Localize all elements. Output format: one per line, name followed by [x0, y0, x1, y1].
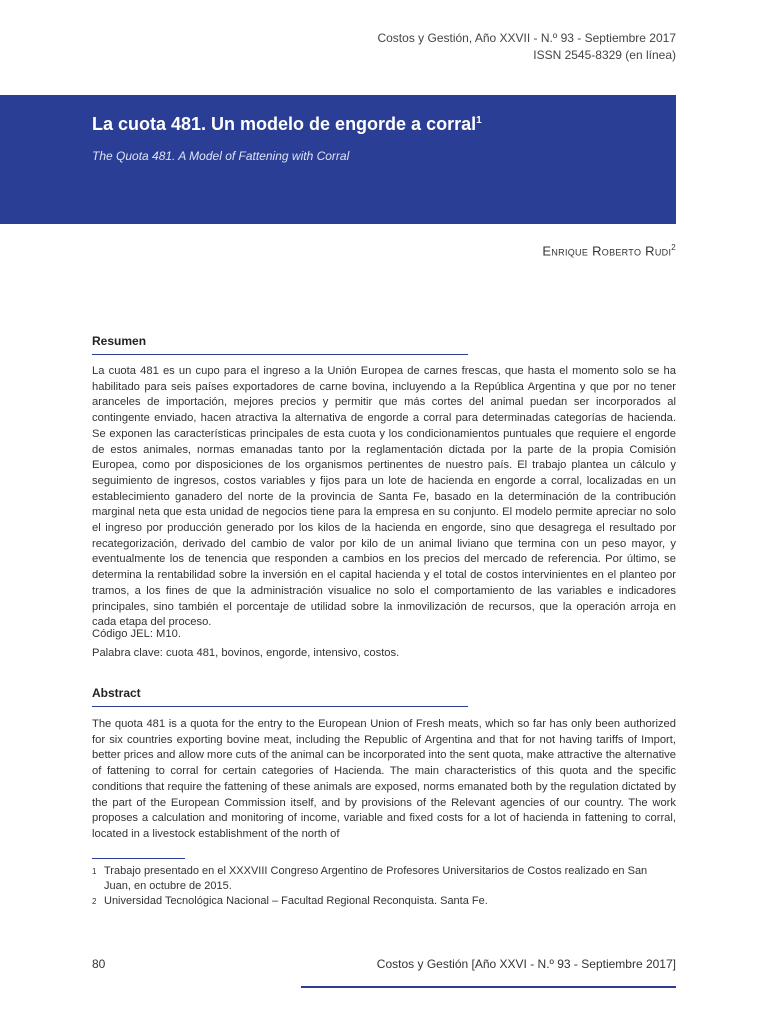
- footnote-2: 2 Universidad Tecnológica Nacional – Facultad Regional Reconquista. Santa Fe.: [92, 895, 488, 907]
- resumen-rule: [92, 354, 468, 355]
- running-header: [377, 30, 676, 64]
- resumen-heading: Resumen: [92, 334, 147, 348]
- keywords: Palabra clave: cuota 481, bovinos, engorde, intensivo, costos.: [92, 647, 400, 659]
- author-footnote-ref: 2: [671, 243, 676, 252]
- journal-issue: Costos y Gestión, Año XXVII - N.º 93 - Septiembre 2017: [377, 31, 676, 45]
- abstract-text: The quota 481 is a quota for the entry to the European Union of Fresh meats, which so far has only been authorized for six countries exporting bovine meat, including the Republic of Argentina and that for not having tariffs of Import, better prices and allow more cuts of the animal can be incorporated into the sent quota, make attractive the alternative of fattening to corral for certain categories of Hacienda. The main characteristics of this quota and the specific conditions that require the fattening of these animals are exposed, norms emanated both by the regulation dictated by the part of the European Commission itself, and by provisions of the Relevant agencies of our country. The work proposes a calculation and monitoring of income, variable and fixed costs for a lot of hacienda in fattening to corral, located in a livestock establishment of the north of: [92, 718, 676, 840]
- issn: ISSN 2545-8329 (en línea): [533, 48, 676, 62]
- abstract-rule: [92, 706, 468, 707]
- footnote-rule: [92, 858, 185, 859]
- footer-rule: [301, 986, 676, 988]
- article-title: La cuota 481. Un modelo de engorde a corral$^1$: [92, 114, 482, 134]
- author: Enrique Roberto Rudi$^2$: [542, 243, 676, 259]
- jel-code: Código JEL: M10.: [92, 628, 181, 640]
- abstract-heading: Abstract: [92, 686, 141, 700]
- resumen-text: La cuota 481 es un cupo para el ingreso a la Unión Europea de carnes frescas, que hasta el momento solo se ha habilitado para seis países exportadores de carne bovina, incluyendo a la República Argentina y que por no tener aranceles de importación, mejores precios y permitir que más cortes del animal puedan ser incorporados al contingente enviado, hacen atractiva la alternativa de engorde a corral para determinadas categorías de hacienda. Se exponen las características principales de esta cuota y los condicionamientos puntuales que requiere el engorde de estos animales, normas emanadas tanto por la reglamentación dictada por la parte de la propia Comisión Europea, como por disposiciones de los organismos pertinentes de nuestro país. El trabajo plantea un cálculo y seguimiento de ingresos, costos variables y fijos para un lote de hacienda en engorde a corral, localizadas en un establecimiento ganadero del norte de la provincia de Santa Fe, basado en la determinación de la contribución marginal neta que esta unidad de negocios tiene para la empresa en su conjunto. El modelo permite apreciar no solo el ingreso por producción generado por los kilos de la hacienda en engorde, sino que desagrega el resultado por recategorización, derivado del cambio de valor por kilo de un animal liviano que termina con un peso mayor, y eventualmente los de tenencia que responden a cambios en los precios del mercado de referencia. Por último, se determina la rentabilidad sobre la inversión en el capital hacienda y el total de costos intervinientes en el planteo por tramos, a los fines de que la administración visualice no solo el comportamiento de las variables e indicadores principales, sino también el porcentaje de utilidad sobre la inmovilización de recursos, que la operación arroja en cada etapa del proceso.: [92, 365, 676, 629]
- article-subtitle: The Quota 481. A Model of Fattening with Corral: [92, 149, 350, 163]
- page-number: 80: [92, 957, 106, 971]
- running-footer: Costos y Gestión [Año XXVI - N.º 93 - Septiembre 2017]: [376, 957, 676, 971]
- footnote-1: 1 Trabajo presentado en el XXXVIII Congreso Argentino de Profesores Universitarios de Costos realizado en San Juan, en octubre de 2015.: [92, 865, 648, 892]
- title-footnote-ref: 1: [476, 115, 482, 126]
